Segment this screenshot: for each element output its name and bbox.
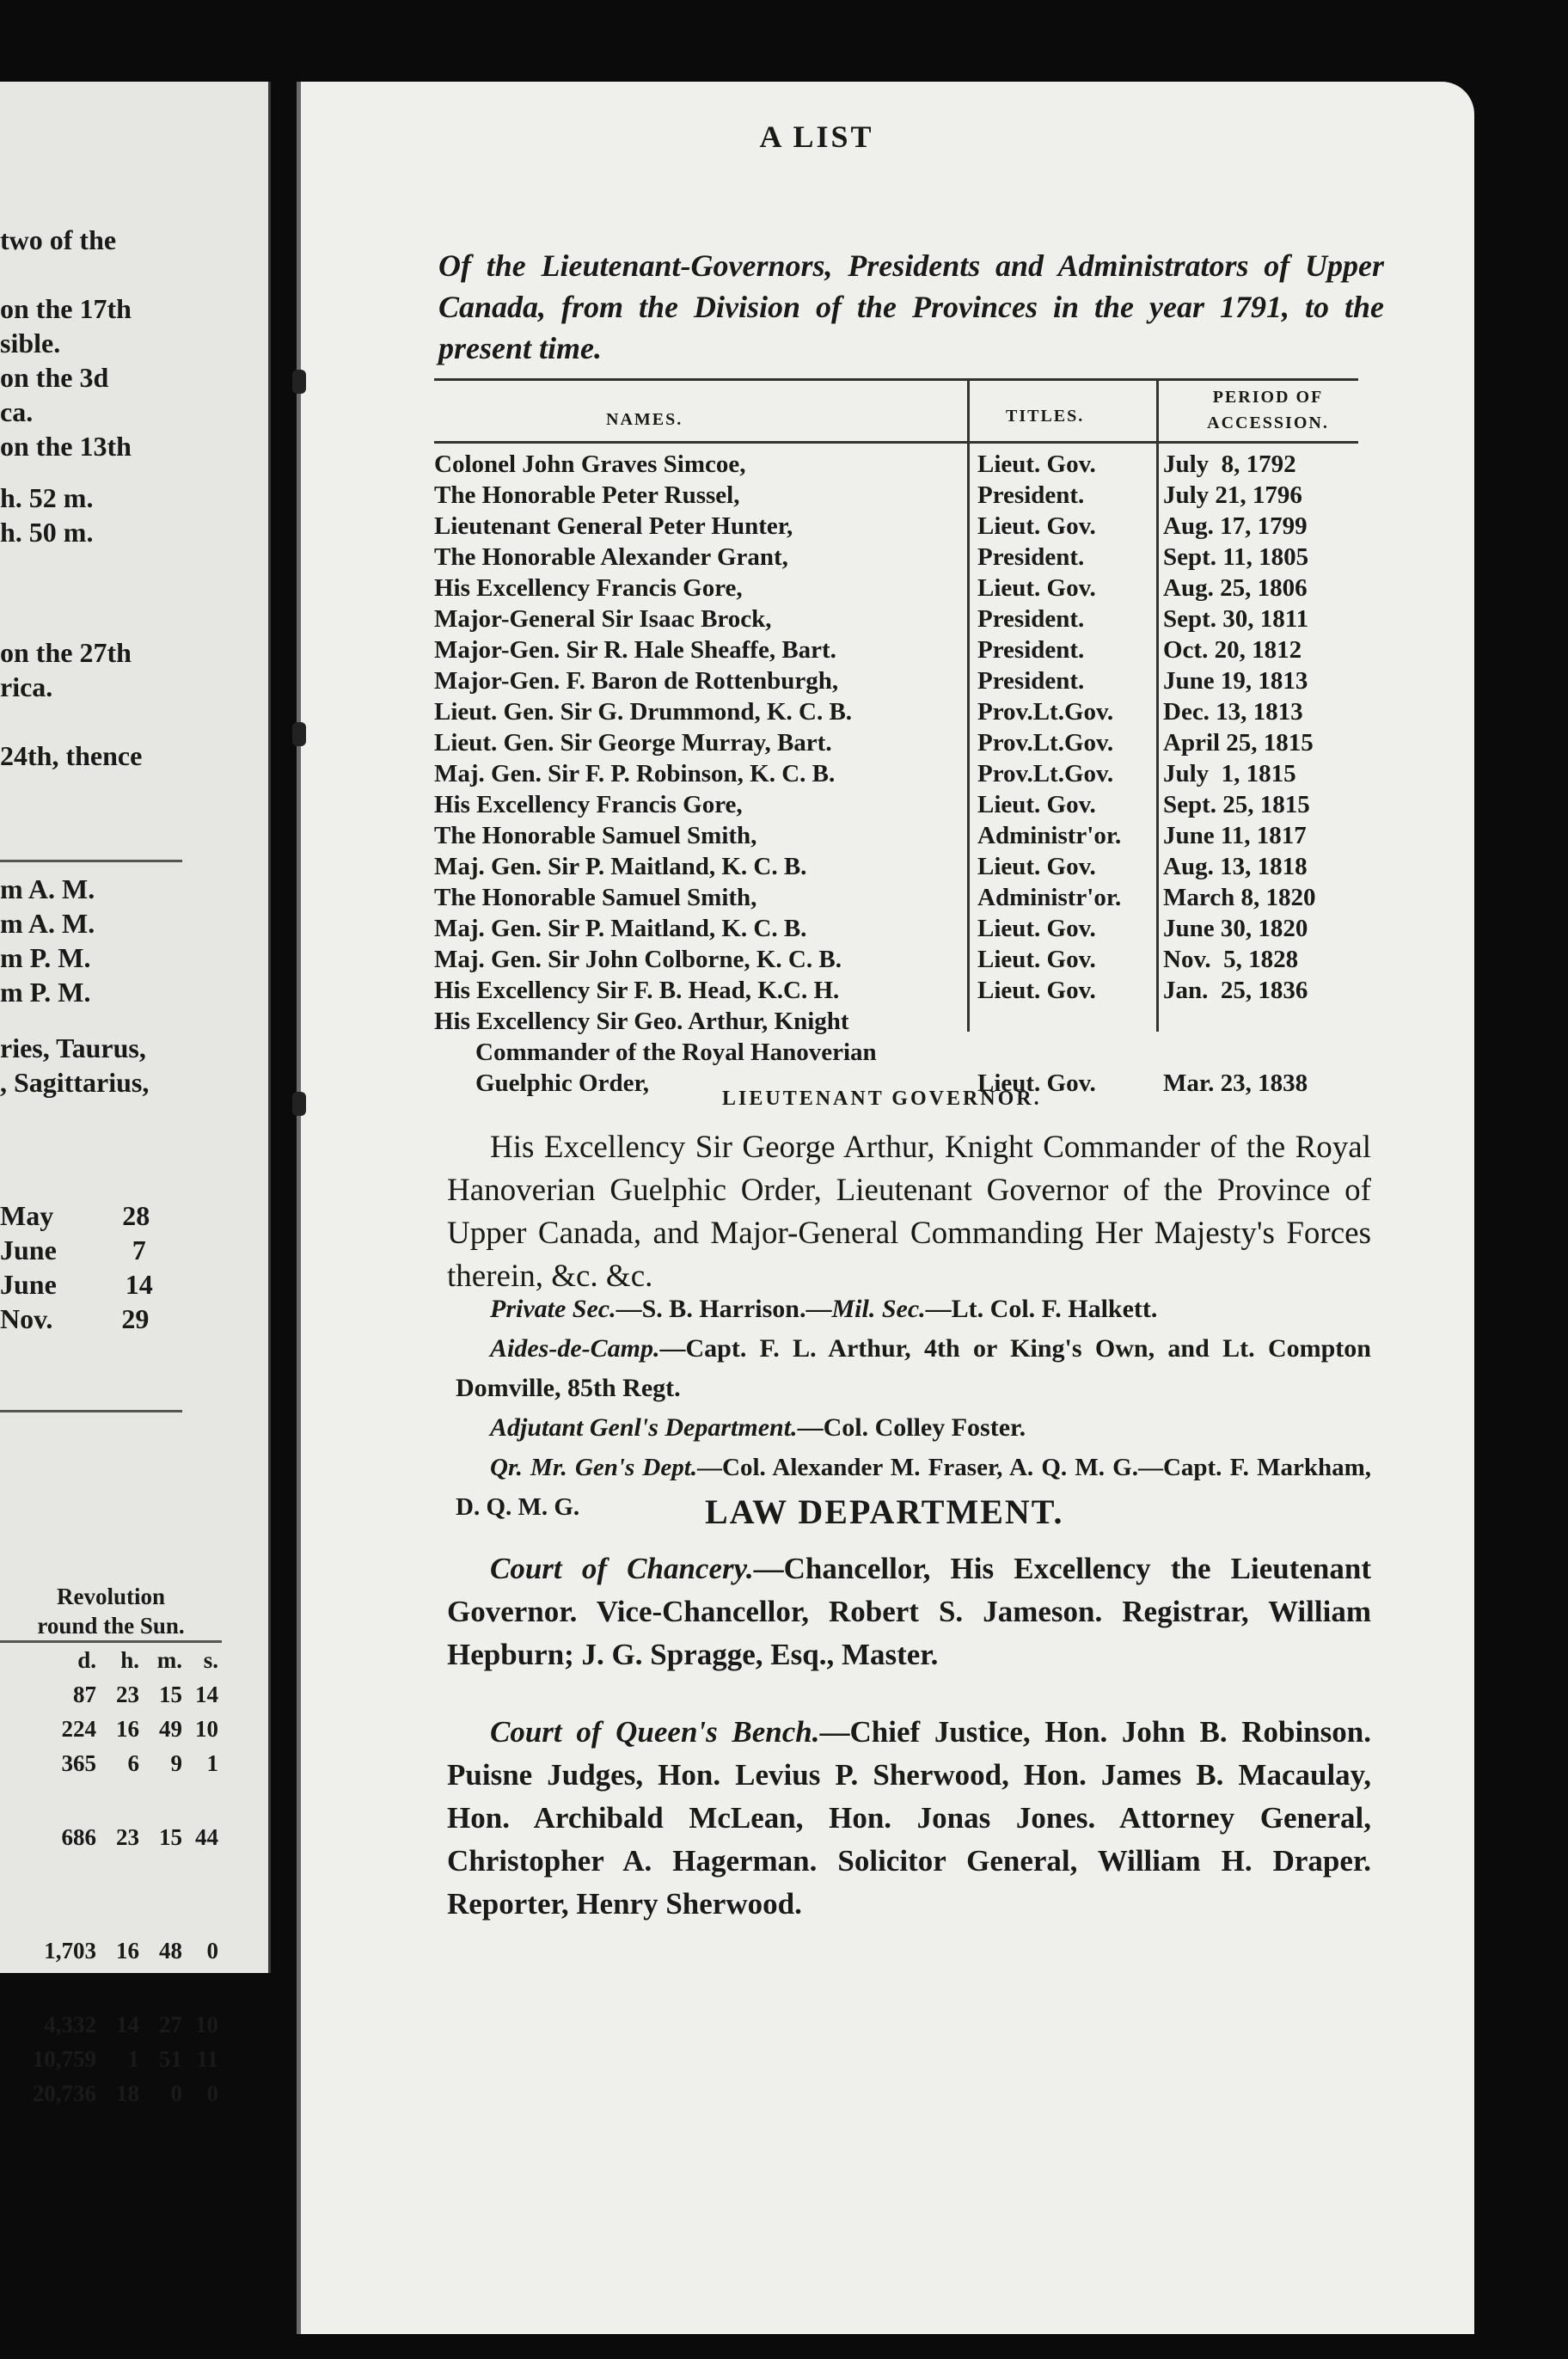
revolution-cell: 23 xyxy=(116,1824,139,1850)
revolution-cell: 1,703 xyxy=(44,1938,96,1964)
table-row xyxy=(434,913,1358,944)
cell-date: June 19, 1813 xyxy=(1163,667,1308,695)
revolution-cell: 9 xyxy=(170,1750,182,1776)
mil-sec-text: —Lt. Col. F. Halkett. xyxy=(925,1295,1158,1323)
chancery-paragraph xyxy=(447,1547,1371,1676)
aides-text: —Capt. F. L. Arthur, 4th or King's Own, and Lt. Compton Domville, 85th Regt. xyxy=(456,1334,1371,1402)
cell-title: Prov.Lt.Gov. xyxy=(977,698,1114,726)
revolution-cell: 15 xyxy=(159,1682,182,1707)
revolution-cell: 20,736 xyxy=(32,2080,96,2106)
table-row xyxy=(434,573,1358,604)
revolution-row xyxy=(0,2007,222,2042)
cell-date: Nov. 5, 1828 xyxy=(1163,946,1299,973)
revolution-cell: 14 xyxy=(116,2012,139,2037)
binding-mark xyxy=(292,722,306,746)
cell-date: July 1, 1815 xyxy=(1163,760,1296,787)
cell-name: The Honorable Peter Russel, xyxy=(434,481,740,509)
cell-name: His Excellency Sir F. B. Head, K.C. H. xyxy=(434,977,840,1004)
revolution-units-row xyxy=(0,1643,222,1677)
table-row xyxy=(434,634,1358,665)
revolution-cell: 10,759 xyxy=(32,2046,96,2072)
left-page-line: May 28 xyxy=(0,1200,150,1231)
chancery-label: Court of Chancery. xyxy=(490,1552,754,1585)
revolution-title: Revolution xyxy=(56,1584,165,1609)
header-period xyxy=(1182,384,1354,436)
left-page-line: June 14 xyxy=(0,1269,153,1300)
page-subtitle: Of the Lieutenant-Governors, Presidents and Administrators of Upper Canada, from the Division of the Provinces in the year 1791, to the present time. xyxy=(438,248,1384,365)
cell-name: Maj. Gen. Sir P. Maitland, K. C. B. xyxy=(434,915,807,942)
cell-name: Major-General Sir Isaac Brock, xyxy=(434,605,772,633)
revolution-cell: 0 xyxy=(170,2080,182,2106)
revolution-row xyxy=(0,2076,222,2111)
left-page-line: m P. M. xyxy=(0,977,91,1008)
cell-name: His Excellency Sir Geo. Arthur, Knight xyxy=(434,1008,849,1035)
adjutant-label: Adjutant Genl's Department. xyxy=(490,1413,798,1442)
left-page-line: Nov. 29 xyxy=(0,1303,150,1334)
law-department-heading: LAW DEPARTMENT. xyxy=(705,1492,1064,1531)
cell-title: Lieut. Gov. xyxy=(977,946,1096,973)
left-page-line: m A. M. xyxy=(0,873,95,904)
left-page-line: on the 3d xyxy=(0,362,109,393)
header-period-line2: ACCESSION. xyxy=(1207,414,1329,432)
table-header xyxy=(434,378,1358,444)
cell-name: Maj. Gen. Sir John Colborne, K. C. B. xyxy=(434,946,842,973)
private-sec-label: Private Sec. xyxy=(490,1295,616,1323)
cell-title: Lieut. Gov. xyxy=(977,512,1096,540)
revolution-gap xyxy=(0,1894,222,1933)
cell-title: President. xyxy=(977,667,1085,695)
table-row xyxy=(434,1037,1358,1068)
left-page-line: two of the xyxy=(0,224,117,255)
cell-date: June 11, 1817 xyxy=(1163,822,1307,849)
revolution-subtitle: round the Sun. xyxy=(0,1611,222,1643)
left-page-line: on the 17th xyxy=(0,293,132,324)
page-fold xyxy=(297,82,301,2334)
cell-date: July 21, 1796 xyxy=(1163,481,1302,509)
table-row xyxy=(434,882,1358,913)
cell-date: Mar. 23, 1838 xyxy=(1163,1069,1308,1097)
header-period-line1: PERIOD OF xyxy=(1212,388,1324,407)
cell-date: Sept. 25, 1815 xyxy=(1163,791,1310,818)
cell-title: President. xyxy=(977,543,1085,571)
cell-title: Administr'or. xyxy=(977,884,1122,911)
revolution-cell: 1 xyxy=(127,2046,139,2072)
cell-title: Lieut. Gov. xyxy=(977,450,1096,478)
left-page-line: on the 27th xyxy=(0,637,132,668)
revolution-row xyxy=(0,2042,222,2076)
cell-name: Lieut. Gen. Sir G. Drummond, K. C. B. xyxy=(434,698,853,726)
cell-title: Lieut. Gov. xyxy=(977,1069,1096,1097)
table-row xyxy=(434,511,1358,542)
cell-name: Maj. Gen. Sir F. P. Robinson, K. C. B. xyxy=(434,760,836,787)
revolution-cell: 6 xyxy=(127,1750,139,1776)
left-page-line: on the 13th xyxy=(0,431,132,462)
revolution-row xyxy=(0,1933,222,1968)
revolution-gap xyxy=(0,1780,222,1820)
left-page-rule xyxy=(0,860,182,862)
cell-title: Prov.Lt.Gov. xyxy=(977,729,1114,757)
revolution-row xyxy=(0,1712,222,1746)
left-page-line: 24th, thence xyxy=(0,740,143,771)
cell-date: June 30, 1820 xyxy=(1163,915,1308,942)
cell-date: Dec. 13, 1813 xyxy=(1163,698,1303,726)
revolution-unit: d. xyxy=(77,1647,96,1673)
cell-name: Lieut. Gen. Sir George Murray, Bart. xyxy=(434,729,832,757)
cell-title: President. xyxy=(977,481,1085,509)
mil-sec-label: Mil. Sec. xyxy=(831,1295,926,1323)
cell-title: President. xyxy=(977,605,1085,633)
revolution-table xyxy=(0,1582,222,2111)
lt-gov-heading: LIEUTENANT GOVERNOR. xyxy=(722,1088,1042,1110)
queens-bench-paragraph xyxy=(447,1711,1371,1926)
cell-name: Colonel John Graves Simcoe, xyxy=(434,450,746,478)
revolution-cell: 224 xyxy=(61,1716,96,1742)
cell-title: Lieut. Gov. xyxy=(977,915,1096,942)
cell-date: Aug. 17, 1799 xyxy=(1163,512,1308,540)
left-page-line: ca. xyxy=(0,396,34,427)
cell-title: Lieut. Gov. xyxy=(977,574,1096,602)
table-row xyxy=(434,696,1358,727)
cell-date: Oct. 20, 1812 xyxy=(1163,636,1302,664)
revolution-cell: 18 xyxy=(116,2080,139,2106)
left-page-rule xyxy=(0,1410,182,1412)
cell-title: Administr'or. xyxy=(977,822,1122,849)
revolution-unit: h. xyxy=(120,1647,139,1673)
cell-name: The Honorable Alexander Grant, xyxy=(434,543,788,571)
revolution-cell: 0 xyxy=(206,1938,218,1964)
revolution-cell: 15 xyxy=(159,1824,182,1850)
cell-title: Lieut. Gov. xyxy=(977,853,1096,880)
table-row xyxy=(434,789,1358,820)
queens-bench-label: Court of Queen's Bench. xyxy=(490,1715,820,1749)
aides-label: Aides-de-Camp. xyxy=(490,1334,660,1363)
aides-line xyxy=(456,1329,1371,1408)
revolution-cell: 1 xyxy=(206,1750,218,1776)
left-page-line: sible. xyxy=(0,328,61,358)
cell-date: Sept. 11, 1805 xyxy=(1163,543,1309,571)
revolution-cell: 48 xyxy=(159,1938,182,1964)
revolution-cell: 365 xyxy=(61,1750,96,1776)
cell-title: Lieut. Gov. xyxy=(977,977,1096,1004)
left-page-line: June 7 xyxy=(0,1235,146,1265)
left-page-line: rica. xyxy=(0,671,53,702)
revolution-cell: 23 xyxy=(116,1682,139,1707)
table-row xyxy=(434,975,1358,1006)
revolution-gap xyxy=(0,1854,222,1894)
left-page-line: m P. M. xyxy=(0,942,91,973)
cell-name: Commander of the Royal Hanoverian xyxy=(475,1039,877,1066)
revolution-cell: 51 xyxy=(159,2046,182,2072)
left-page-line: h. 50 m. xyxy=(0,517,94,548)
cell-title: President. xyxy=(977,636,1085,664)
table-row xyxy=(434,480,1358,511)
revolution-cell: 10 xyxy=(195,2012,218,2037)
cell-name: His Excellency Francis Gore, xyxy=(434,791,743,818)
table-row xyxy=(434,449,1358,480)
page-title: A LIST xyxy=(759,119,874,154)
cell-date: July 8, 1792 xyxy=(1163,450,1296,478)
left-page-line: h. 52 m. xyxy=(0,482,94,513)
revolution-cell: 27 xyxy=(159,2012,182,2037)
secretaries-line xyxy=(456,1290,1371,1329)
revolution-row xyxy=(0,1820,222,1854)
table-row xyxy=(434,665,1358,696)
cell-date: Sept. 30, 1811 xyxy=(1163,605,1309,633)
queens-bench-text: —Chief Justice, Hon. John B. Robinson. Puisne Judges, Hon. Levius P. Sherwood, Hon. James B. Macaulay, Hon. Archibald McLean, Hon. Jonas Jones. Attorney General, Christopher A. Hagerman. Solicitor General, William H. Draper. Reporter, Henry Sherwood. xyxy=(447,1715,1371,1921)
qr-text: —Col. Alexander M. Fraser, A. Q. M. G.—Capt. F. Markham, D. Q. M. G. xyxy=(456,1454,1371,1521)
cell-title: Lieut. Gov. xyxy=(977,791,1096,818)
left-page-line: m A. M. xyxy=(0,908,95,939)
revolution-unit: m. xyxy=(156,1647,182,1673)
table-row xyxy=(434,604,1358,634)
header-names: NAMES. xyxy=(606,410,683,429)
cell-name: The Honorable Samuel Smith, xyxy=(434,822,757,849)
revolution-cell: 44 xyxy=(195,1824,218,1850)
revolution-cell: 10 xyxy=(195,1716,218,1742)
revolution-cell: 686 xyxy=(61,1824,96,1850)
left-facing-page xyxy=(0,82,271,2106)
adjutant-text: —Col. Colley Foster. xyxy=(797,1413,1026,1442)
table-row xyxy=(434,1006,1358,1037)
cell-title: Prov.Lt.Gov. xyxy=(977,760,1114,787)
cell-name: Lieutenant General Peter Hunter, xyxy=(434,512,793,540)
revolution-row xyxy=(0,1746,222,1780)
revolution-gap xyxy=(0,1968,222,2007)
cell-date: March 8, 1820 xyxy=(1163,884,1316,911)
revolution-cell: 16 xyxy=(116,1716,139,1742)
cell-name: Major-Gen. F. Baron de Rottenburgh, xyxy=(434,667,839,695)
cell-date: Jan. 25, 1836 xyxy=(1163,977,1308,1004)
cell-date: Aug. 25, 1806 xyxy=(1163,574,1308,602)
header-titles: TITLES. xyxy=(1006,407,1085,426)
cell-name: His Excellency Francis Gore, xyxy=(434,574,743,602)
private-sec-text: —S. B. Harrison.— xyxy=(616,1295,832,1323)
binding-mark xyxy=(292,1092,306,1116)
left-page-line: , Sagittarius, xyxy=(0,1067,150,1098)
cell-name: Major-Gen. Sir R. Hale Sheaffe, Bart. xyxy=(434,636,836,664)
revolution-cell: 11 xyxy=(196,2046,218,2072)
table-row xyxy=(434,944,1358,975)
cell-name: Guelphic Order, xyxy=(475,1069,649,1097)
governors-table xyxy=(434,378,1358,1099)
table-row xyxy=(434,727,1358,758)
revolution-cell: 14 xyxy=(195,1682,218,1707)
cell-name: The Honorable Samuel Smith, xyxy=(434,884,757,911)
revolution-cell: 4,332 xyxy=(44,2012,96,2037)
binding-mark xyxy=(292,370,306,394)
table-row xyxy=(434,851,1358,882)
table-row xyxy=(434,820,1358,851)
adjutant-line xyxy=(456,1408,1371,1448)
table-row xyxy=(434,542,1358,573)
cell-date: April 25, 1815 xyxy=(1163,729,1314,757)
revolution-cell: 49 xyxy=(159,1716,182,1742)
lt-gov-paragraph: His Excellency Sir George Arthur, Knight Commander of the Royal Hanoverian Guelphic Order, Lieutenant Governor of the Province of Upper Canada, and Major-General Commanding Her Majesty's Forces therein, &c. &c. xyxy=(447,1130,1371,1294)
revolution-cell: 16 xyxy=(116,1938,139,1964)
revolution-cell: 0 xyxy=(206,2080,218,2106)
cell-name: Maj. Gen. Sir P. Maitland, K. C. B. xyxy=(434,853,807,880)
revolution-row xyxy=(0,1677,222,1712)
chancery-text: —Chancellor, His Excellency the Lieutenant Governor. Vice-Chancellor, Robert S. Jameson. Registrar, William Hepburn; J. G. Spragge, Esq., Master. xyxy=(447,1552,1372,1671)
cell-date: Aug. 13, 1818 xyxy=(1163,853,1308,880)
revolution-unit: s. xyxy=(203,1647,218,1673)
left-page-line: ries, Taurus, xyxy=(0,1032,146,1063)
table-row xyxy=(434,758,1358,789)
qr-label: Qr. Mr. Gen's Dept. xyxy=(490,1454,698,1481)
revolution-cell: 87 xyxy=(73,1682,96,1707)
